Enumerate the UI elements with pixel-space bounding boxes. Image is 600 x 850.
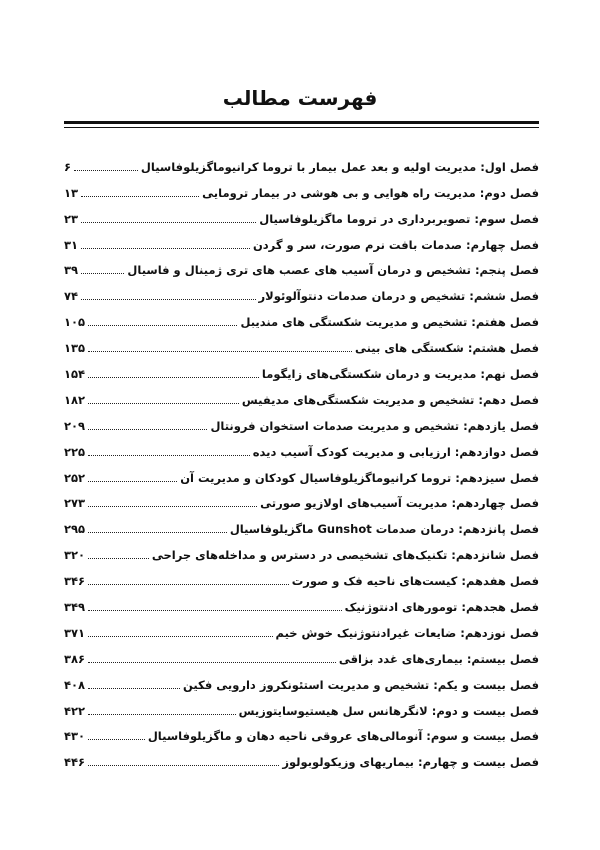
dot-leader bbox=[81, 273, 124, 274]
dot-leader bbox=[88, 325, 237, 326]
toc-entry-title: فصل دهم: تشخیص و مدیریت شکستگی‌های مدیفیس bbox=[241, 392, 539, 407]
toc-entry[interactable] bbox=[64, 385, 539, 411]
toc-entry-title: فصل بیست و سوم: آنومالی‌های عروقی ناحیه دهان و ماگزیلوفاسیال bbox=[147, 729, 539, 744]
dot-leader bbox=[88, 688, 180, 689]
toc-entry-title: فصل سوم: تصویربرداری در تروما ماگزیلوفاسیال bbox=[259, 211, 539, 226]
toc-entry-title: فصل هشتم: شکستگی های بینی bbox=[354, 341, 539, 356]
toc-entry-page: ۲۲۵ bbox=[64, 444, 86, 459]
toc-entry-title: فصل اول: مدیریت اولیه و بعد عمل بیمار با تروما کرانیوماگزیلوفاسیال bbox=[140, 159, 539, 174]
toc-entry[interactable] bbox=[64, 514, 539, 540]
toc-entry-page: ۴۴۶ bbox=[64, 755, 86, 770]
dot-leader bbox=[81, 248, 250, 249]
toc-entry-title: فصل ششم: تشخیص و درمان صدمات دنتوآلوئولار bbox=[258, 289, 539, 304]
dot-leader bbox=[74, 170, 138, 171]
dot-leader bbox=[88, 506, 257, 507]
toc-entry-page: ۳۷۱ bbox=[64, 625, 86, 640]
toc-entry-page: ۳۴۹ bbox=[64, 600, 86, 615]
toc-entry-page: ۱۸۲ bbox=[64, 392, 86, 407]
toc-entry-page: ۴۰۸ bbox=[64, 677, 86, 692]
toc-entry-page: ۳۹ bbox=[64, 263, 79, 278]
toc-entry-title: فصل پانزدهم: درمان صدمات Gunshot ماگزیلوفاسیال bbox=[229, 522, 539, 537]
toc-entry[interactable] bbox=[64, 333, 539, 359]
title-rule-thick bbox=[64, 121, 539, 124]
toc-entry-title: فصل هفدهم: کیست‌های ناحیه فک و صورت bbox=[291, 574, 539, 589]
dot-leader bbox=[88, 610, 342, 611]
toc-entry-page: ۷۴ bbox=[64, 289, 79, 304]
toc-entry-title: فصل هفتم: تشخیص و مدیریت شکستگی های مندیبل bbox=[240, 315, 539, 330]
dot-leader bbox=[88, 429, 207, 430]
dot-leader bbox=[88, 481, 177, 482]
toc-entry-page: ۳۴۶ bbox=[64, 574, 86, 589]
toc-entry-title: فصل دوازدهم: ارزیابی و مدیریت کودک آسیب دیده bbox=[252, 444, 539, 459]
toc-entry-page: ۳۸۶ bbox=[64, 651, 86, 666]
toc-entry-page: ۶ bbox=[64, 159, 72, 174]
toc-entry-title: فصل بیست و یکم: تشخیص و مدیریت استئونکروز دارویی فکین bbox=[183, 677, 539, 692]
toc-entry[interactable] bbox=[64, 489, 539, 515]
toc-entry-title: فصل بیستم: بیماری‌های غدد بزاقی bbox=[338, 651, 539, 666]
dot-leader bbox=[88, 662, 336, 663]
toc-entry-title: فصل دوم: مدیریت راه هوایی و بی هوشی در بیمار ترومایی bbox=[202, 185, 539, 200]
toc-entry-page: ۲۵۲ bbox=[64, 470, 86, 485]
dot-leader bbox=[81, 299, 256, 300]
dot-leader bbox=[88, 558, 149, 559]
toc-entry[interactable] bbox=[64, 437, 539, 463]
toc-entry[interactable] bbox=[64, 644, 539, 670]
toc-entry[interactable] bbox=[64, 307, 539, 333]
toc-entry-page: ۳۱ bbox=[64, 237, 79, 252]
toc-entry[interactable] bbox=[64, 178, 539, 204]
toc-entry-page: ۲۹۵ bbox=[64, 522, 86, 537]
dot-leader bbox=[88, 532, 227, 533]
toc-entry[interactable] bbox=[64, 230, 539, 256]
toc-entry-page: ۴۲۲ bbox=[64, 703, 86, 718]
dot-leader bbox=[88, 636, 272, 637]
dot-leader bbox=[88, 765, 279, 766]
toc-entry-title: فصل نهم: مدیریت و درمان شکستگی‌های زایگوما bbox=[261, 367, 539, 382]
toc-entry-page: ۱۳۵ bbox=[64, 341, 86, 356]
dot-leader bbox=[88, 455, 250, 456]
toc-entry[interactable] bbox=[64, 670, 539, 696]
dot-leader bbox=[81, 196, 199, 197]
toc-entry[interactable] bbox=[64, 747, 539, 773]
dot-leader bbox=[88, 584, 289, 585]
dot-leader bbox=[88, 377, 259, 378]
toc-entry-page: ۲۰۹ bbox=[64, 418, 86, 433]
toc-entry-title: فصل بیست و چهارم: بیماریهای وزیکولوبولوز bbox=[282, 755, 539, 770]
toc-entry[interactable] bbox=[64, 618, 539, 644]
toc-entry-page: ۱۵۴ bbox=[64, 367, 86, 382]
table-of-contents bbox=[64, 152, 539, 773]
dot-leader bbox=[81, 222, 256, 223]
toc-entry[interactable] bbox=[64, 566, 539, 592]
toc-entry-title: فصل یازدهم: تشخیص و مدیریت صدمات استخوان فرونتال bbox=[210, 418, 539, 433]
toc-entry-page: ۳۲۰ bbox=[64, 548, 86, 563]
toc-entry[interactable] bbox=[64, 256, 539, 282]
toc-entry-page: ۱۳ bbox=[64, 185, 79, 200]
toc-entry-title: فصل نوزدهم: ضایعات غیرادنتوژنیک خوش خیم bbox=[275, 625, 539, 640]
toc-entry[interactable] bbox=[64, 152, 539, 178]
toc-entry[interactable] bbox=[64, 204, 539, 230]
toc-entry-title: فصل چهارم: صدمات بافت نرم صورت، سر و گردن bbox=[252, 237, 539, 252]
toc-entry-title: فصل سیزدهم: تروما کرانیوماگزیلوفاسیال کودکان و مدیریت آن bbox=[180, 470, 539, 485]
toc-entry[interactable] bbox=[64, 463, 539, 489]
dot-leader bbox=[88, 714, 236, 715]
toc-entry-page: ۲۳ bbox=[64, 211, 79, 226]
toc-entry[interactable] bbox=[64, 281, 539, 307]
toc-entry[interactable] bbox=[64, 722, 539, 748]
page-title: فهرست مطالب bbox=[222, 86, 378, 110]
toc-entry-title: فصل چهاردهم: مدیریت آسیب‌های اولازیو صورتی bbox=[260, 496, 539, 511]
toc-entry[interactable] bbox=[64, 359, 539, 385]
toc-entry-page: ۴۳۰ bbox=[64, 729, 86, 744]
toc-entry-title: فصل بیست و دوم: لانگرهانس سل هیستیوسایتوزیس bbox=[238, 703, 539, 718]
toc-entry[interactable] bbox=[64, 540, 539, 566]
title-rule-thin bbox=[64, 127, 539, 128]
toc-entry-page: ۲۷۳ bbox=[64, 496, 86, 511]
toc-entry-page: ۱۰۵ bbox=[64, 315, 86, 330]
toc-entry[interactable] bbox=[64, 411, 539, 437]
toc-entry[interactable] bbox=[64, 696, 539, 722]
toc-entry[interactable] bbox=[64, 592, 539, 618]
toc-entry-title: فصل پنجم: تشخیص و درمان آسیب های عصب های تری ژمینال و فاسیال bbox=[127, 263, 539, 278]
dot-leader bbox=[88, 403, 239, 404]
dot-leader bbox=[88, 351, 352, 352]
toc-entry-title: فصل شانزدهم: تکنیک‌های تشخیصی در دسترس و مداخله‌های جراحی bbox=[151, 548, 539, 563]
dot-leader bbox=[88, 739, 145, 740]
toc-entry-title: فصل هجدهم: تومورهای ادنتوژنیک bbox=[344, 600, 539, 615]
